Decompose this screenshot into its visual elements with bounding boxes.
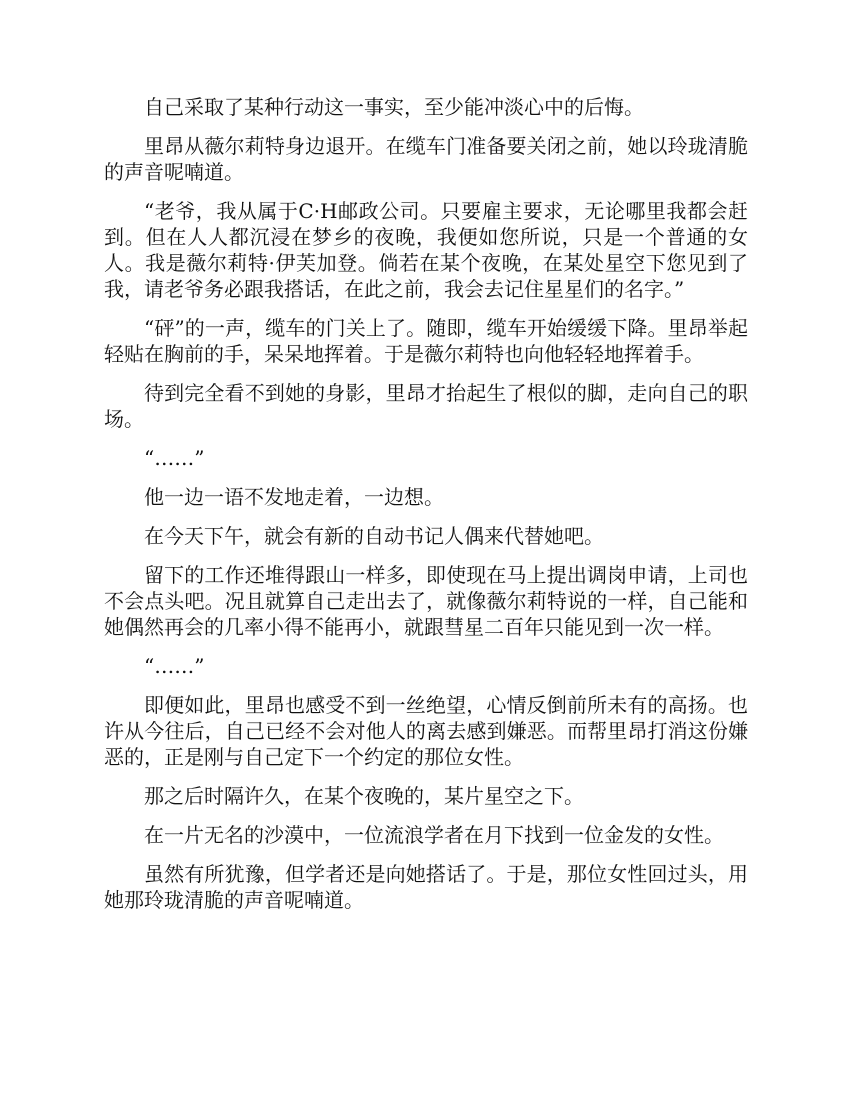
paragraph-6: “……” (144, 446, 205, 470)
paragraph-13: 在一片无名的沙漠中，一位流浪学者在月下找到一位金发的女性。 (144, 823, 724, 847)
paragraph-1: 自己采取了某种行动这一事实，至少能冲淡心中的后悔。 (144, 95, 644, 119)
paragraph-7: 他一边一语不发地走着，一边想。 (144, 485, 444, 509)
paragraph-5: 待到完全看不到她的身影，里昂才抬起生了根似的脚，走向自己的职场。 (104, 381, 748, 431)
paragraph-3: “老爷，我从属于C·H邮政公司。只要雇主要求，无论哪里我都会赶到。但在人人都沉浸在梦乡的夜晚，我便如您所说，只是一个普通的女人。我是薇尔莉特·伊芙加登。倘若在某个夜晚，在某处星空下您见到了我，请老爷务必跟我搭话，在此之前，我会去记住星星们的名字。” (104, 199, 748, 301)
paragraph-4: “砰”的一声，缆车的门关上了。随即，缆车开始缓缓下降。里昂举起轻贴在胸前的手，呆呆地挥着。于是薇尔莉特也向他轻轻地挥着手。 (104, 316, 748, 366)
paragraph-8: 在今天下午，就会有新的自动书记人偶来代替她吧。 (144, 524, 604, 548)
paragraph-2: 里昂从薇尔莉特身边退开。在缆车门准备要关闭之前，她以玲珑清脆的声音呢喃道。 (104, 134, 748, 184)
document-page (104, 94, 748, 926)
paragraph-9: 留下的工作还堆得跟山一样多，即使现在马上提出调岗申请，上司也不会点头吧。况且就算自己走出去了，就像薇尔莉特说的一样，自己能和她偶然再会的几率小得不能再小，就跟彗星二百年只能见到一次一样。 (104, 563, 748, 639)
paragraph-12: 那之后时隔许久，在某个夜晚的，某片星空之下。 (144, 784, 584, 808)
paragraph-10: “……” (144, 654, 205, 678)
paragraph-11: 即便如此，里昂也感受不到一丝绝望，心情反倒前所未有的高扬。也许从今往后，自己已经不会对他人的离去感到嫌恶。而帮里昂打消这份嫌恶的，正是刚与自己定下一个约定的那位女性。 (104, 693, 748, 769)
paragraph-14: 虽然有所犹豫，但学者还是向她搭话了。于是，那位女性回过头，用她那玲珑清脆的声音呢喃道。 (104, 862, 748, 912)
